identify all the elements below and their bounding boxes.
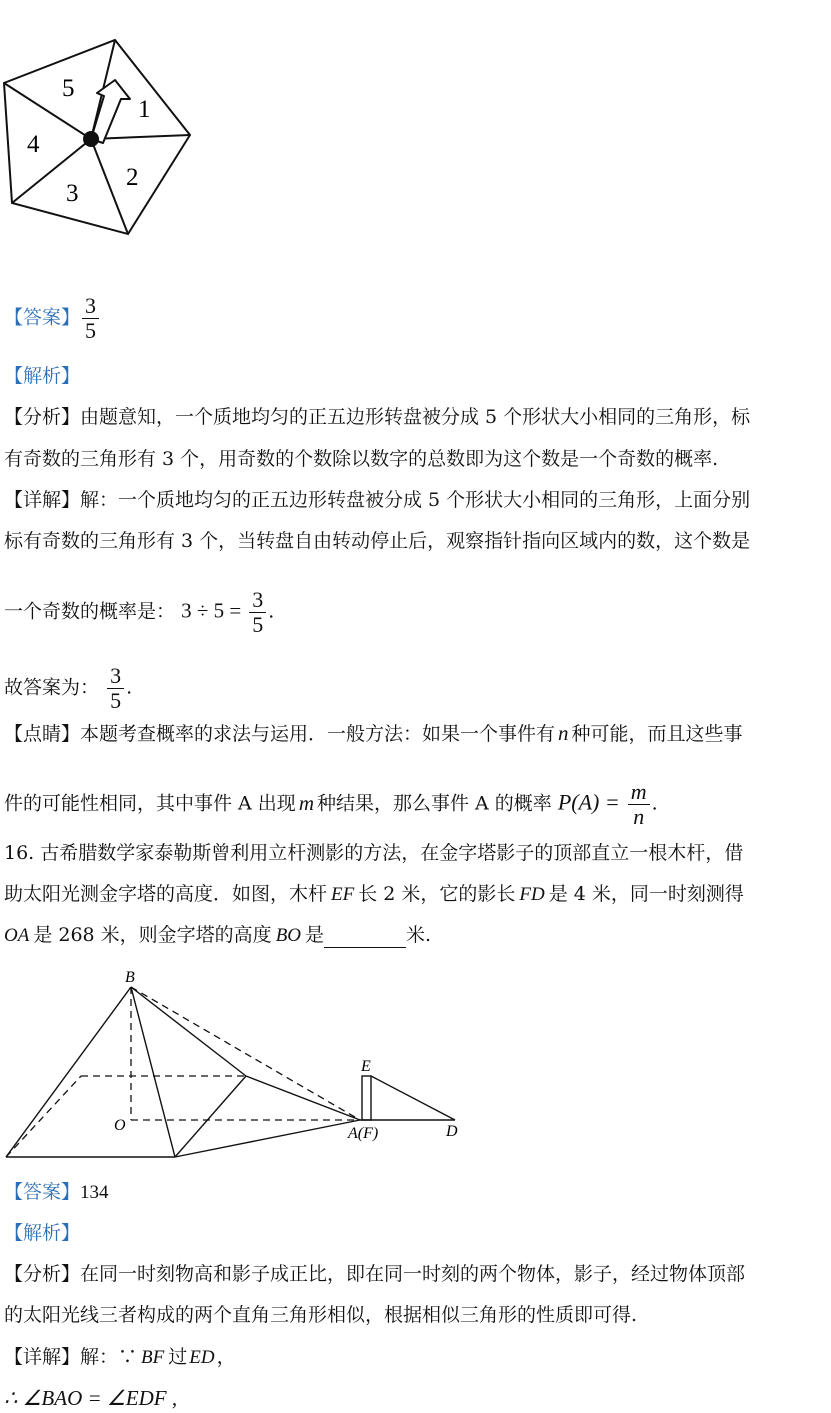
q15-dianjing-line1: 【点睛】本题考查概率的求法与运用．一般方法：如果一个事件有 n 种可能，而且这些事 bbox=[4, 721, 743, 745]
spinner-number: 4 bbox=[27, 131, 40, 158]
analysis-tag: 【解析】 bbox=[4, 365, 81, 387]
label-o: O bbox=[114, 1117, 126, 1134]
edge-line bbox=[6, 987, 131, 1157]
analysis-tag: 【解析】 bbox=[4, 1222, 81, 1244]
q16-question-line3: OA 是 268 米，则金字塔的高度 BO 是 米. bbox=[4, 924, 432, 946]
q16-question-line2: 助太阳光测金字塔的高度．如图，木杆 EF 长 2 米，它的影长 FD 是 4 米，同一时刻测得 bbox=[4, 883, 744, 905]
label-b: B bbox=[125, 969, 135, 986]
q15-detail-line1: 【详解】解：一个质地均匀的正五边形转盘被分成 5 个形状大小相同的三角形，上面分别 bbox=[4, 489, 751, 511]
label-d: D bbox=[446, 1123, 458, 1140]
divider-line bbox=[12, 139, 91, 203]
answer-blank bbox=[324, 929, 406, 948]
edge-line bbox=[131, 987, 246, 1076]
spinner-figure bbox=[0, 35, 200, 240]
detail-tag: 【详解】 bbox=[4, 1346, 81, 1368]
answer-value: 134 bbox=[80, 1182, 109, 1203]
divider-line bbox=[4, 83, 91, 139]
edge-line bbox=[246, 1076, 360, 1120]
answer-tag: 【答案】 bbox=[4, 1181, 81, 1203]
q16-fenxi-line2: 的太阳光线三者构成的两个直角三角形相似，根据相似三角形的性质即可得. bbox=[4, 1304, 638, 1326]
q15-conclusion: 故答案为： $\frac{3}{5}$ . bbox=[4, 663, 133, 713]
detail-tag: 【详解】 bbox=[4, 489, 81, 511]
q15-answer-line bbox=[4, 294, 827, 343]
dianjing-tag: 【点睛】 bbox=[4, 723, 81, 745]
calc-expression: 3 ÷ 5 = bbox=[181, 598, 242, 623]
q16-answer-line bbox=[4, 1180, 827, 1205]
answer-fraction: $\frac{3}{5}$ bbox=[82, 294, 99, 343]
fenxi-tag: 【分析】 bbox=[4, 406, 81, 428]
q16-detail-line2: ∴ ∠BAO = ∠EDF , bbox=[4, 1386, 178, 1410]
q15-detail-line3: 一个奇数的概率是： 3 ÷ 5 = $\frac{3}{5}$ . bbox=[4, 587, 275, 637]
spinner-number: 5 bbox=[62, 75, 75, 102]
label-af: A(F) bbox=[348, 1125, 379, 1142]
spinner-number: 2 bbox=[126, 164, 139, 191]
divider-line bbox=[91, 139, 128, 234]
q15-fenxi-line1: 【分析】由题意知，一个质地均匀的正五边形转盘被分成 5 个形状大小相同的三角形，标 bbox=[4, 406, 751, 428]
q15-dianjing-line2: 件的可能性相同，其中事件 A 出现 m 种结果，那么事件 A 的概率 P(A) = $\frac{m}{n}$ . bbox=[4, 779, 658, 829]
q16-question-line1: 16. 古希腊数学家泰勒斯曾利用立杆测影的方法，在金字塔影子的顶部直立一根木杆，借 bbox=[4, 842, 744, 864]
spinner-number: 1 bbox=[138, 96, 151, 123]
label-e: E bbox=[361, 1058, 371, 1075]
pole-ef bbox=[362, 1076, 371, 1120]
fenxi-tag: 【分析】 bbox=[4, 1263, 81, 1285]
sun-ray bbox=[371, 1076, 455, 1120]
answer-tag: 【答案】 bbox=[4, 306, 81, 329]
edge-line bbox=[131, 987, 175, 1157]
calc-fraction: $\frac{3}{5}$ bbox=[249, 588, 266, 637]
probability-expression: P(A) = bbox=[557, 789, 620, 815]
pivot-dot bbox=[83, 131, 99, 147]
q16-detail-line1: 【详解】解：∵ BF 过 ED ， bbox=[4, 1346, 236, 1368]
dashed-line bbox=[131, 987, 360, 1120]
q15-detail-line2: 标有奇数的三角形有 3 个，当转盘自由转动停止后，观察指针指向区域内的数，这个数是 bbox=[4, 530, 751, 552]
dashed-line bbox=[6, 1076, 81, 1157]
q15-fenxi-line2: 有奇数的三角形有 3 个，用奇数的个数除以数字的总数即为这个数是一个奇数的概率. bbox=[4, 448, 719, 470]
conclusion-fraction: $\frac{3}{5}$ bbox=[107, 664, 124, 713]
q16-fenxi-line1: 【分析】在同一时刻物高和影子成正比，即在同一时刻的两个物体，影子，经过物体顶部 bbox=[4, 1263, 746, 1285]
probability-fraction: $\frac{m}{n}$ bbox=[628, 780, 650, 829]
spinner-number: 3 bbox=[66, 180, 79, 207]
pyramid-figure bbox=[0, 965, 470, 1165]
